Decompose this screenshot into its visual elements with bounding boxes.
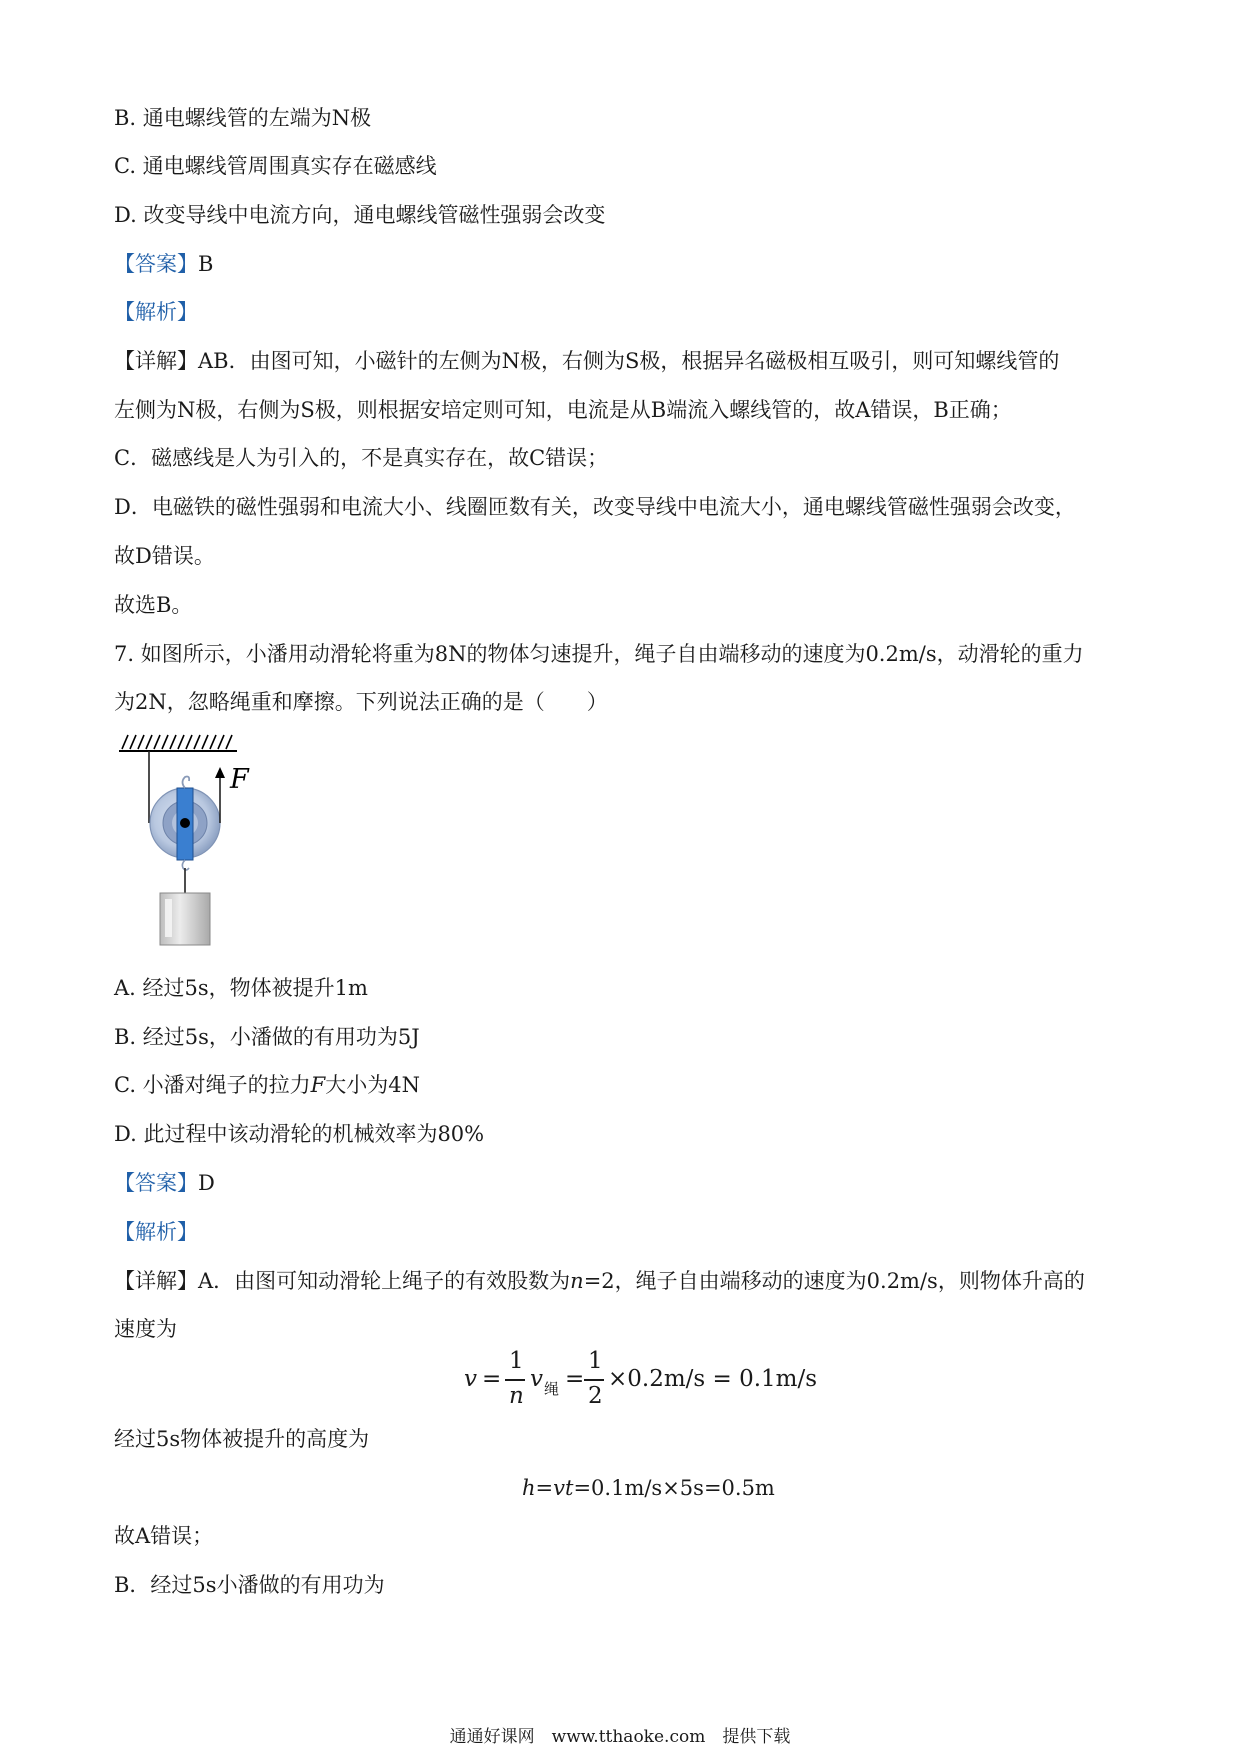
formula-equals: = bbox=[482, 1366, 502, 1392]
formula-h: h bbox=[522, 1476, 536, 1500]
axle bbox=[180, 818, 190, 828]
q6-detail-line4: D．电磁铁的磁性强弱和电流大小、线圈匝数有关，改变导线中电流大小，通电螺线管磁性强弱会改变， bbox=[114, 495, 1076, 519]
q6-analysis-tag: 【解析】 bbox=[114, 300, 198, 324]
q7-option-d: D. 此过程中该动滑轮的机械效率为80% bbox=[114, 1122, 485, 1146]
pulley-figure bbox=[114, 733, 264, 948]
fraction-denominator: n bbox=[509, 1383, 524, 1409]
formula-subscript: 绳 bbox=[544, 1380, 560, 1398]
option-c-text: C. 小潘对绳子的拉力 bbox=[114, 1073, 311, 1097]
top-hook bbox=[183, 777, 190, 789]
detail-tag: 【详解】 bbox=[114, 349, 198, 373]
page-footer: 通通好课网 www.tthaoke.com 提供下载 bbox=[449, 1727, 791, 1747]
option-c-tail: 大小为4N bbox=[325, 1073, 420, 1097]
answer-tag: 【答案】 bbox=[114, 1171, 198, 1195]
q6-detail-line5: 故D错误。 bbox=[114, 544, 215, 568]
q7-detail-line2: 速度为 bbox=[114, 1317, 177, 1341]
formula-equals: = bbox=[535, 1476, 554, 1500]
answer-value: B bbox=[198, 252, 214, 276]
q7-detail-line4: 故A错误； bbox=[114, 1524, 214, 1548]
height-formula bbox=[522, 1474, 775, 1502]
detail-text: A．由图可知动滑轮上绳子的有效股数为 bbox=[198, 1269, 571, 1293]
formula-result: =0.1m/s×5s=0.5m bbox=[573, 1476, 775, 1500]
q6-option-d: D. 改变导线中电流方向，通电螺线管磁性强弱会改变 bbox=[114, 203, 606, 227]
q6-conclusion: 故选B。 bbox=[114, 593, 193, 617]
formula-v: v bbox=[464, 1366, 477, 1392]
q6-detail-line2: 左侧为N极，右侧为S极，则根据安培定则可知，电流是从B端流入螺线管的，故A错误，B正确； bbox=[114, 398, 1012, 422]
answer-tag: 【答案】 bbox=[114, 252, 198, 276]
n-variable: n bbox=[570, 1269, 584, 1293]
load-box bbox=[160, 893, 210, 945]
q7-detail-line5: B．经过5s小潘做的有用功为 bbox=[114, 1573, 385, 1597]
q6-option-b: B. 通电螺线管的左端为N极 bbox=[114, 106, 372, 130]
q6-detail-line1 bbox=[114, 347, 1059, 375]
detail-text: AB．由图可知，小磁针的左侧为N极，右侧为S极，根据异名磁极相互吸引，则可知螺线管的 bbox=[198, 349, 1060, 373]
fraction-denominator: 2 bbox=[588, 1383, 603, 1409]
q7-detail-line1 bbox=[114, 1267, 1085, 1295]
fraction-bar bbox=[584, 1379, 604, 1381]
formula-equals: = bbox=[565, 1366, 585, 1392]
q6-detail-line3: C．磁感线是人为引入的，不是真实存在，故C错误； bbox=[114, 446, 609, 470]
force-variable: F bbox=[310, 1073, 326, 1097]
q6-option-c: C. 通电螺线管周围真实存在磁感线 bbox=[114, 154, 437, 178]
force-arrow bbox=[215, 767, 225, 778]
formula-vt: vt bbox=[553, 1476, 574, 1500]
force-label: F bbox=[230, 764, 249, 795]
fraction-bar bbox=[505, 1379, 525, 1381]
detail-text-tail: =2，绳子自由端移动的速度为0.2m/s，则物体升高的 bbox=[583, 1269, 1085, 1293]
q7-option-c bbox=[114, 1071, 420, 1099]
q7-answer bbox=[114, 1169, 215, 1197]
q7-stem-line2: 为2N，忽略绳重和摩擦。下列说法正确的是（ ） bbox=[114, 690, 608, 714]
q7-option-b: B. 经过5s，小潘做的有用功为5J bbox=[114, 1025, 420, 1049]
answer-value: D bbox=[198, 1171, 215, 1195]
fraction-numerator: 1 bbox=[509, 1348, 524, 1374]
q7-analysis-tag: 【解析】 bbox=[114, 1220, 198, 1244]
q7-stem-line1: 7. 如图所示，小潘用动滑轮将重为8N的物体匀速提升，绳子自由端移动的速度为0.2m/s，动滑轮的重力 bbox=[114, 642, 1084, 666]
q6-answer bbox=[114, 250, 213, 278]
fraction-numerator: 1 bbox=[588, 1348, 603, 1374]
formula-v-rope: v bbox=[530, 1366, 543, 1392]
q7-option-a: A. 经过5s，物体被提升1m bbox=[114, 976, 368, 1000]
detail-tag: 【详解】 bbox=[114, 1269, 198, 1293]
ceiling bbox=[119, 735, 237, 751]
q7-detail-line3: 经过5s物体被提升的高度为 bbox=[114, 1427, 370, 1451]
velocity-formula bbox=[464, 1348, 818, 1418]
formula-result: ×0.2m/s = 0.1m/s bbox=[608, 1366, 818, 1392]
